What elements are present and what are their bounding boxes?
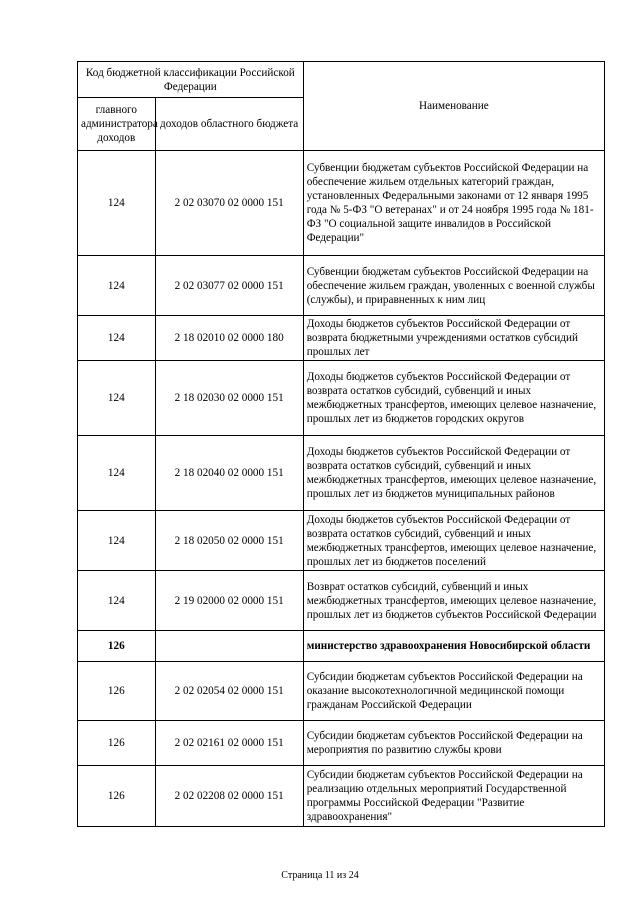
revenue-code: 2 02 03077 02 0000 151 [155, 256, 303, 316]
revenue-name: Доходы бюджетов субъектов Российской Федерации от возврата остатков субсидий, субвенций и иных межбюджетных трансфертов, имеющих целевое назначение, прошлых лет из бюджетов поселений [303, 511, 604, 571]
admin-code: 124 [78, 511, 156, 571]
table-row [78, 511, 605, 571]
revenue-name: Субвенции бюджетам субъектов Российской Федерации на обеспечение жильем отдельных категорий граждан, установленных Федеральными законами от 12 января 1995 года № 5-ФЗ "О ветеранах" и от 24 ноября 1995 года № 181-ФЗ "О социальной защите инвалидов в Российской Федерации" [303, 151, 604, 256]
revenue-name: Возврат остатков субсидий, субвенций и иных межбюджетных трансфертов, имеющих целевое назначение, прошлых лет из бюджетов субъектов Российской Федерации [303, 571, 604, 631]
revenue-name: Доходы бюджетов субъектов Российской Федерации от возврата остатков субсидий, субвенций и иных межбюджетных трансфертов, имеющих целевое назначение, прошлых лет из бюджетов городских округов [303, 361, 604, 436]
revenue-name: Субсидии бюджетам субъектов Российской Федерации на реализацию отдельных мероприятий Государственной программы Российской Федерации "Развитие здравоохранения" [303, 766, 604, 827]
table-row [78, 721, 605, 766]
admin-code: 124 [78, 361, 156, 436]
header-revenue: доходов областного бюджета [155, 98, 303, 151]
revenue-code: 2 19 02000 02 0000 151 [155, 571, 303, 631]
revenue-name: Доходы бюджетов субъектов Российской Федерации от возврата остатков субсидий, субвенций и иных межбюджетных трансфертов, имеющих целевое назначение, прошлых лет из бюджетов муниципальных районов [303, 436, 604, 511]
table-row [78, 151, 605, 256]
revenue-code [155, 631, 303, 662]
revenue-code: 2 02 02054 02 0000 151 [155, 662, 303, 721]
revenue-name: Субвенции бюджетам субъектов Российской Федерации на обеспечение жильем граждан, уволенных с военной службы (службы), и приравненных к ним лиц [303, 256, 604, 316]
header-name: Наименование [303, 62, 604, 151]
table-row-ministry [78, 631, 605, 662]
admin-code: 124 [78, 436, 156, 511]
revenue-code: 2 18 02030 02 0000 151 [155, 361, 303, 436]
admin-code: 126 [78, 631, 156, 662]
revenue-code: 2 18 02050 02 0000 151 [155, 511, 303, 571]
revenue-name: Субсидии бюджетам субъектов Российской Федерации на оказание высокотехнологичной медицинской помощи гражданам Российской Федерации [303, 662, 604, 721]
revenue-code: 2 02 03070 02 0000 151 [155, 151, 303, 256]
header-admin: главного администратора доходов [78, 98, 156, 151]
admin-code: 126 [78, 662, 156, 721]
table-row [78, 316, 605, 361]
revenue-code: 2 18 02040 02 0000 151 [155, 436, 303, 511]
table-row [78, 766, 605, 827]
admin-code: 124 [78, 316, 156, 361]
admin-code: 124 [78, 571, 156, 631]
budget-classification-table [77, 61, 605, 827]
admin-code: 126 [78, 721, 156, 766]
ministry-name: министерство здравоохранения Новосибирской области [303, 631, 604, 662]
admin-code: 126 [78, 766, 156, 827]
admin-code: 124 [78, 151, 156, 256]
revenue-name: Доходы бюджетов субъектов Российской Федерации от возврата бюджетными учреждениями остатков субсидий прошлых лет [303, 316, 604, 361]
table-row [78, 571, 605, 631]
revenue-name: Субсидии бюджетам субъектов Российской Федерации на мероприятия по развитию службы крови [303, 721, 604, 766]
table-row [78, 361, 605, 436]
revenue-code: 2 02 02161 02 0000 151 [155, 721, 303, 766]
revenue-code: 2 18 02010 02 0000 180 [155, 316, 303, 361]
table-row [78, 256, 605, 316]
revenue-code: 2 02 02208 02 0000 151 [155, 766, 303, 827]
table-row [78, 436, 605, 511]
page-number: Страница 11 из 24 [281, 870, 359, 881]
table-row [78, 662, 605, 721]
header-code-group: Код бюджетной классификации Российской Федерации [78, 62, 304, 98]
admin-code: 124 [78, 256, 156, 316]
